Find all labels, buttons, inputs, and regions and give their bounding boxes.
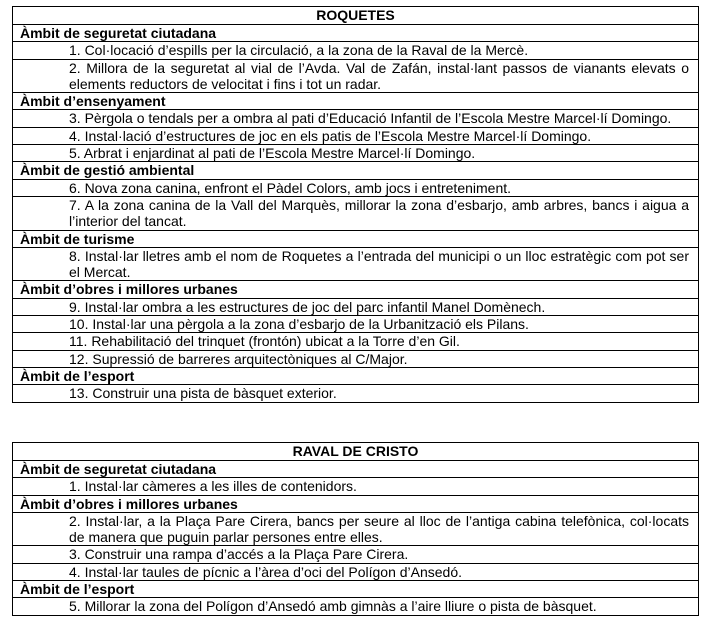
list-item: 5. Arbrat i enjardinat al pati de l’Escola Mestre Marcel·lí Domingo. — [13, 145, 699, 162]
list-item: 7. A la zona canina de la Vall del Marquès, millorar la zona d’esbarjo, amb arbres, bancs i aigua a l’interior del tancat. — [13, 196, 699, 230]
section-heading: Àmbit de seguretat ciutadana — [13, 461, 699, 478]
section-heading: Àmbit d’obres i millores urbanes — [13, 281, 699, 298]
section-heading: Àmbit de l’esport — [13, 581, 699, 598]
section-heading: Àmbit d’ensenyament — [13, 93, 699, 110]
list-item: 3. Pèrgola o tendals per a ombra al pati d’Educació Infantil de l’Escola Mestre Marcel·lí Domingo. — [13, 110, 699, 127]
section-heading: Àmbit de turisme — [13, 230, 699, 247]
list-item: 4. Instal·lar taules de pícnic a l’àrea d’oci del Polígon d’Ansedó. — [13, 563, 699, 580]
list-item: 8. Instal·lar lletres amb el nom de Roquetes a l’entrada del municipi o un lloc estratègic com pot ser el Mercat. — [13, 247, 699, 281]
list-item: 10. Instal·lar una pèrgola a la zona d’esbarjo de la Urbanització els Pilans. — [13, 316, 699, 333]
section-heading: Àmbit de seguretat ciutadana — [13, 25, 699, 42]
list-item: 5. Millorar la zona del Polígon d’Ansedó amb gimnàs a l’aire lliure o pista de bàsquet. — [13, 598, 699, 615]
list-item: 1. Instal·lar càmeres a les illes de contenidors. — [13, 478, 699, 495]
section-heading: Àmbit de gestió ambiental — [13, 162, 699, 179]
roquetes-table — [12, 6, 699, 403]
list-item: 13. Construir una pista de bàsquet exterior. — [13, 385, 699, 402]
list-item: 6. Nova zona canina, enfront el Pàdel Colors, amb jocs i entreteniment. — [13, 179, 699, 196]
section-heading: Àmbit de l’esport — [13, 367, 699, 384]
list-item: 4. Instal·lació d’estructures de joc en els patis de l’Escola Mestre Marcel·lí Domingo. — [13, 127, 699, 144]
list-item: 11. Rehabilitació del trinquet (frontón) ubicat a la Torre d’en Gil. — [13, 333, 699, 350]
table-title: RAVAL DE CRISTO — [13, 443, 699, 461]
list-item: 9. Instal·lar ombra a les estructures de joc del parc infantil Manel Domènech. — [13, 298, 699, 315]
list-item: 2. Millora de la seguretat al vial de l’Avda. Val de Zafán, instal·lant passos de vianants elevats o elements reductors de velocitat i fins i tot un radar. — [13, 59, 699, 93]
raval-de-cristo-table — [12, 442, 699, 616]
list-item: 2. Instal·lar, a la Plaça Pare Cirera, bancs per seure al lloc de l’antiga cabina telefònica, col·locats de manera que puguin parlar persones entre elles. — [13, 512, 699, 546]
list-item: 1. Col·locació d’espills per la circulació, a la zona de la Raval de la Mercè. — [13, 42, 699, 59]
section-heading: Àmbit d’obres i millores urbanes — [13, 495, 699, 512]
list-item: 3. Construir una rampa d’accés a la Plaça Pare Cirera. — [13, 546, 699, 563]
table-title: ROQUETES — [13, 7, 699, 25]
list-item: 12. Supressió de barreres arquitectòniques al C/Major. — [13, 350, 699, 367]
